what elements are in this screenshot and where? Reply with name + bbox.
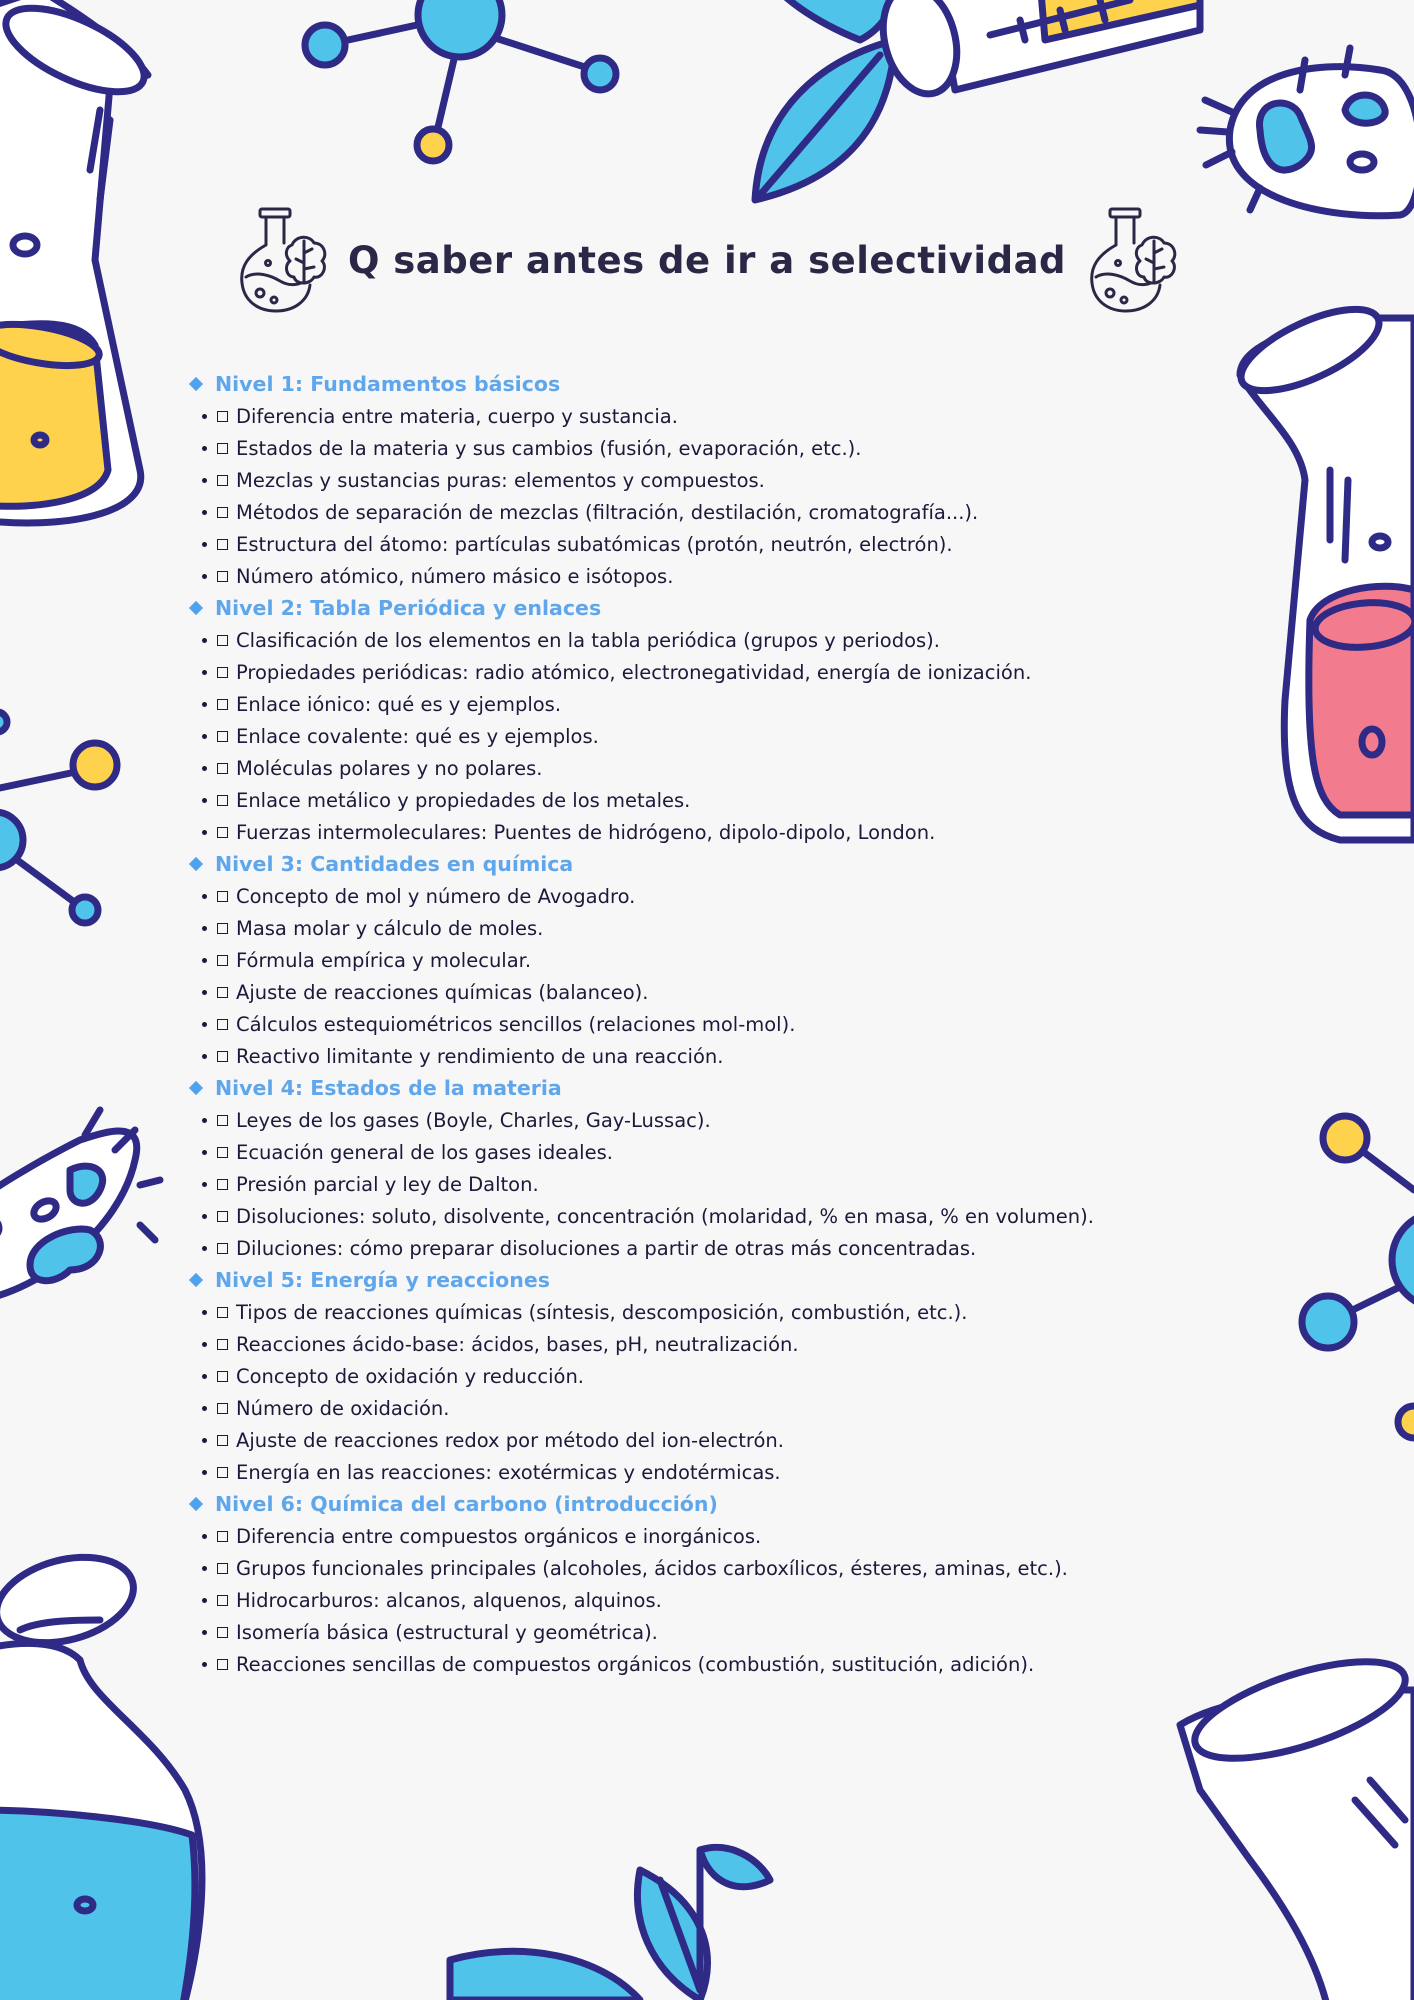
- list-item: [185, 1296, 1305, 1328]
- list-item: [185, 1616, 1305, 1648]
- item-text: Reacciones ácido-base: ácidos, bases, pH, neutralización.: [236, 1332, 799, 1356]
- checkbox-icon[interactable]: [217, 475, 228, 486]
- item-text: Enlace metálico y propiedades de los metales.: [236, 788, 691, 812]
- checkbox-icon[interactable]: [217, 507, 228, 518]
- list-item: [185, 432, 1305, 464]
- item-text: Tipos de reacciones químicas (síntesis, descomposición, combustión, etc.).: [236, 1300, 968, 1324]
- checkbox-icon[interactable]: [217, 795, 228, 806]
- item-text: Concepto de mol y número de Avogadro.: [236, 884, 636, 908]
- bullet-icon: [202, 542, 207, 547]
- molecule-top-illustration: [305, 0, 616, 161]
- list-item: [185, 1008, 1305, 1040]
- checkbox-icon[interactable]: [217, 987, 228, 998]
- item-text: Diluciones: cómo preparar disoluciones a partir de otras más concentradas.: [236, 1236, 977, 1260]
- bullet-icon: [202, 1310, 207, 1315]
- checkbox-icon[interactable]: [217, 1531, 228, 1542]
- item-text: Diferencia entre materia, cuerpo y sustancia.: [236, 404, 678, 428]
- item-text: Clasificación de los elementos en la tabla periódica (grupos y periodos).: [236, 628, 940, 652]
- item-text: Ajuste de reacciones químicas (balanceo).: [236, 980, 649, 1004]
- diamond-bullet-icon: [189, 1081, 203, 1095]
- list-item: [185, 1648, 1305, 1680]
- bullet-icon: [202, 830, 207, 835]
- bullet-icon: [202, 1374, 207, 1379]
- item-text: Diferencia entre compuestos orgánicos e inorgánicos.: [236, 1524, 762, 1548]
- list-item: [185, 784, 1305, 816]
- list-item: [185, 1168, 1305, 1200]
- checkbox-icon[interactable]: [217, 1147, 228, 1158]
- checkbox-icon[interactable]: [217, 1659, 228, 1670]
- checkbox-icon[interactable]: [217, 571, 228, 582]
- checkbox-icon[interactable]: [217, 1019, 228, 1030]
- checkbox-icon[interactable]: [217, 955, 228, 966]
- bullet-icon: [202, 1054, 207, 1059]
- checkbox-icon[interactable]: [217, 1627, 228, 1638]
- list-item: [185, 944, 1305, 976]
- item-text: Enlace covalente: qué es y ejemplos.: [236, 724, 599, 748]
- list-item: [185, 1392, 1305, 1424]
- list-item: [185, 816, 1305, 848]
- bullet-icon: [202, 1662, 207, 1667]
- title-row: [0, 205, 1414, 315]
- bullet-icon: [202, 1022, 207, 1027]
- level-items: [185, 1104, 1305, 1264]
- checkbox-icon[interactable]: [217, 1371, 228, 1382]
- bullet-icon: [202, 798, 207, 803]
- list-item: [185, 400, 1305, 432]
- diamond-bullet-icon: [189, 377, 203, 391]
- checkbox-icon[interactable]: [217, 443, 228, 454]
- list-item: [185, 1424, 1305, 1456]
- checkbox-icon[interactable]: [217, 763, 228, 774]
- checkbox-icon[interactable]: [217, 731, 228, 742]
- item-text: Disoluciones: soluto, disolvente, concentración (molaridad, % en masa, % en volumen).: [236, 1204, 1094, 1228]
- item-text: Presión parcial y ley de Dalton.: [236, 1172, 539, 1196]
- level-items: [185, 1296, 1305, 1488]
- bullet-icon: [202, 702, 207, 707]
- item-text: Grupos funcionales principales (alcoholes, ácidos carboxílicos, ésteres, aminas, etc.).: [236, 1556, 1068, 1580]
- bacteria-top-right-illustration: [1200, 48, 1414, 216]
- checkbox-icon[interactable]: [217, 1563, 228, 1574]
- bullet-icon: [202, 958, 207, 963]
- diamond-bullet-icon: [189, 601, 203, 615]
- list-item: [185, 720, 1305, 752]
- list-item: [185, 624, 1305, 656]
- bullet-icon: [202, 734, 207, 739]
- bacteria-left-illustration: [0, 1110, 160, 1300]
- list-item: [185, 752, 1305, 784]
- level-heading-text: Nivel 6: Química del carbono (introducción): [215, 1492, 718, 1516]
- bullet-icon: [202, 1406, 207, 1411]
- checklist: [185, 368, 1305, 1680]
- item-text: Hidrocarburos: alcanos, alquenos, alquinos.: [236, 1588, 662, 1612]
- level-heading: [185, 1264, 1305, 1296]
- checkbox-icon[interactable]: [217, 1403, 228, 1414]
- list-item: [185, 496, 1305, 528]
- list-item: [185, 1520, 1305, 1552]
- level-heading: [185, 368, 1305, 400]
- list-item: [185, 688, 1305, 720]
- flask-bottom-right-illustration: [1180, 1642, 1414, 2000]
- bullet-icon: [202, 1118, 207, 1123]
- item-text: Fuerzas intermoleculares: Puentes de hidrógeno, dipolo-dipolo, London.: [236, 820, 936, 844]
- list-item: [185, 1232, 1305, 1264]
- level-heading-text: Nivel 5: Energía y reacciones: [215, 1268, 550, 1292]
- flask-brain-icon: [1086, 205, 1178, 315]
- level-heading: [185, 848, 1305, 880]
- bullet-icon: [202, 574, 207, 579]
- checkbox-icon[interactable]: [217, 539, 228, 550]
- bullet-icon: [202, 926, 207, 931]
- molecule-left-illustration: [0, 712, 117, 923]
- checkbox-icon[interactable]: [217, 827, 228, 838]
- checkbox-icon[interactable]: [217, 1115, 228, 1126]
- level-heading-text: Nivel 3: Cantidades en química: [215, 852, 574, 876]
- bullet-icon: [202, 990, 207, 995]
- checkbox-icon[interactable]: [217, 667, 228, 678]
- item-text: Propiedades periódicas: radio atómico, electronegatividad, energía de ionización.: [236, 660, 1032, 684]
- bullet-icon: [202, 638, 207, 643]
- item-text: Reactivo limitante y rendimiento de una reacción.: [236, 1044, 724, 1068]
- list-item: [185, 1136, 1305, 1168]
- level-items: [185, 1520, 1305, 1680]
- checkbox-icon[interactable]: [217, 1179, 228, 1190]
- bullet-icon: [202, 1534, 207, 1539]
- list-item: [185, 1328, 1305, 1360]
- item-text: Mezclas y sustancias puras: elementos y compuestos.: [236, 468, 765, 492]
- bullet-icon: [202, 1438, 207, 1443]
- item-text: Ecuación general de los gases ideales.: [236, 1140, 613, 1164]
- bullet-icon: [202, 1182, 207, 1187]
- page-title: Q saber antes de ir a selectividad: [347, 238, 1067, 282]
- level-items: [185, 880, 1305, 1072]
- list-item: [185, 1104, 1305, 1136]
- item-text: Enlace iónico: qué es y ejemplos.: [236, 692, 562, 716]
- list-item: [185, 560, 1305, 592]
- item-text: Reacciones sencillas de compuestos orgánicos (combustión, sustitución, adición).: [236, 1652, 1035, 1676]
- item-text: Cálculos estequiométricos sencillos (relaciones mol-mol).: [236, 1012, 796, 1036]
- bullet-icon: [202, 478, 207, 483]
- list-item: [185, 1040, 1305, 1072]
- bullet-icon: [202, 1598, 207, 1603]
- checkbox-icon[interactable]: [217, 1595, 228, 1606]
- item-text: Energía en las reacciones: exotérmicas y endotérmicas.: [236, 1460, 781, 1484]
- level-heading: [185, 1072, 1305, 1104]
- checkbox-icon[interactable]: [217, 699, 228, 710]
- checkbox-icon[interactable]: [217, 891, 228, 902]
- list-item: [185, 656, 1305, 688]
- item-text: Estructura del átomo: partículas subatómicas (protón, neutrón, electrón).: [236, 532, 953, 556]
- checkbox-icon[interactable]: [217, 411, 228, 422]
- leaves-bottom-illustration: [450, 1847, 770, 2000]
- item-text: Ajuste de reacciones redox por método del ion-electrón.: [236, 1428, 784, 1452]
- bullet-icon: [202, 1470, 207, 1475]
- checkbox-icon[interactable]: [217, 1243, 228, 1254]
- list-item: [185, 1552, 1305, 1584]
- bullet-icon: [202, 1566, 207, 1571]
- item-text: Moléculas polares y no polares.: [236, 756, 543, 780]
- bullet-icon: [202, 1630, 207, 1635]
- bullet-icon: [202, 1342, 207, 1347]
- level-heading: [185, 592, 1305, 624]
- checkbox-icon[interactable]: [217, 1211, 228, 1222]
- list-item: [185, 976, 1305, 1008]
- bullet-icon: [202, 670, 207, 675]
- bullet-icon: [202, 1214, 207, 1219]
- list-item: [185, 1360, 1305, 1392]
- level-heading-text: Nivel 1: Fundamentos básicos: [215, 372, 561, 396]
- bullet-icon: [202, 414, 207, 419]
- list-item: [185, 1200, 1305, 1232]
- item-text: Número atómico, número másico e isótopos.: [236, 564, 674, 588]
- bullet-icon: [202, 1246, 207, 1251]
- checkbox-icon[interactable]: [217, 1467, 228, 1478]
- item-text: Isomería básica (estructural y geométrica).: [236, 1620, 658, 1644]
- level-heading-text: Nivel 2: Tabla Periódica y enlaces: [215, 596, 602, 620]
- level-heading-text: Nivel 4: Estados de la materia: [215, 1076, 562, 1100]
- checkbox-icon[interactable]: [217, 1307, 228, 1318]
- bullet-icon: [202, 894, 207, 899]
- level-items: [185, 624, 1305, 848]
- item-text: Número de oxidación.: [236, 1396, 450, 1420]
- checkbox-icon[interactable]: [217, 1435, 228, 1446]
- leaf-top-illustration: [755, 0, 1200, 200]
- diamond-bullet-icon: [189, 857, 203, 871]
- diamond-bullet-icon: [189, 1497, 203, 1511]
- checkbox-icon[interactable]: [217, 635, 228, 646]
- item-text: Leyes de los gases (Boyle, Charles, Gay-Lussac).: [236, 1108, 711, 1132]
- item-text: Masa molar y cálculo de moles.: [236, 916, 544, 940]
- checkbox-icon[interactable]: [217, 1339, 228, 1350]
- level-heading: [185, 1488, 1305, 1520]
- molecule-right-illustration: [1302, 1116, 1414, 1438]
- list-item: [185, 880, 1305, 912]
- bullet-icon: [202, 766, 207, 771]
- list-item: [185, 912, 1305, 944]
- list-item: [185, 1584, 1305, 1616]
- bullet-icon: [202, 510, 207, 515]
- level-items: [185, 400, 1305, 592]
- list-item: [185, 1456, 1305, 1488]
- flask-bottom-left-illustration: [0, 1543, 202, 2000]
- list-item: [185, 464, 1305, 496]
- item-text: Métodos de separación de mezclas (filtración, destilación, cromatografía...).: [236, 500, 979, 524]
- checkbox-icon[interactable]: [217, 923, 228, 934]
- diamond-bullet-icon: [189, 1273, 203, 1287]
- item-text: Estados de la materia y sus cambios (fusión, evaporación, etc.).: [236, 436, 862, 460]
- list-item: [185, 528, 1305, 560]
- bullet-icon: [202, 446, 207, 451]
- item-text: Fórmula empírica y molecular.: [236, 948, 532, 972]
- bullet-icon: [202, 1150, 207, 1155]
- checkbox-icon[interactable]: [217, 1051, 228, 1062]
- flask-brain-icon: [236, 205, 328, 315]
- item-text: Concepto de oxidación y reducción.: [236, 1364, 585, 1388]
